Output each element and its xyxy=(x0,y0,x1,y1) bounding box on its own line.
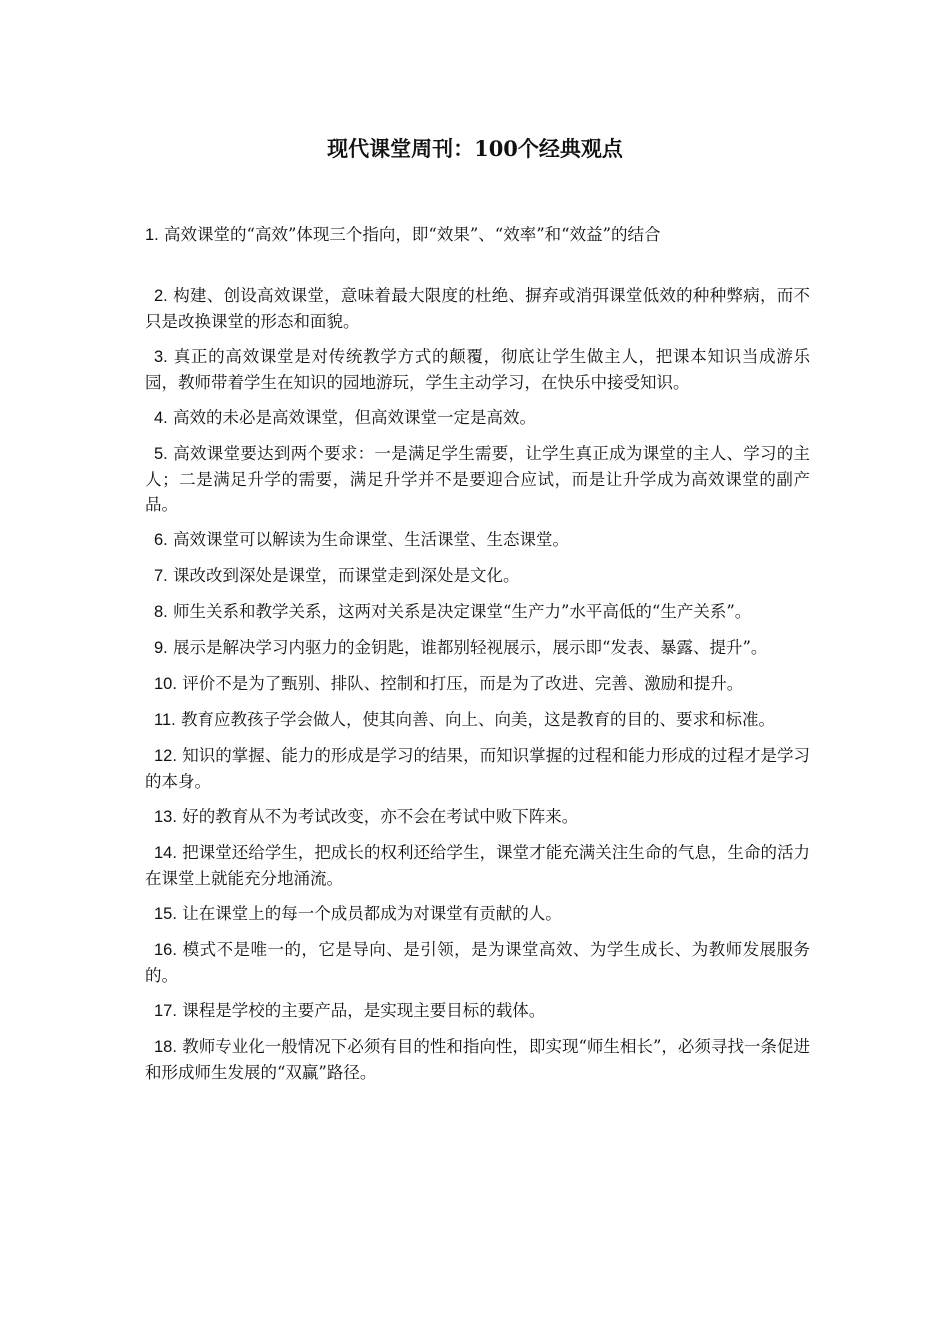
item-number: 12. xyxy=(154,747,177,765)
item-text: 把课堂还给学生，把成长的权利还给学生，课堂才能充满关注生命的气息，生命的活力在课堂上就能充分地涌流。 xyxy=(145,843,811,888)
list-item xyxy=(145,937,810,988)
item-number: 17. xyxy=(154,1002,177,1020)
item-text: 构建、创设高效课堂，意味着最大限度的杜绝、摒弃或消弭课堂低效的种种弊病，而不只是改换课堂的形态和面貌。 xyxy=(145,286,811,331)
item-number: 15. xyxy=(154,905,177,923)
list-item xyxy=(145,840,810,891)
item-number: 9. xyxy=(154,639,168,657)
item-text: 教师专业化一般情况下必须有目的性和指向性，即实现“师生相长”，必须寻找一条促进和形成师生发展的“双赢”路径。 xyxy=(145,1037,810,1082)
item-number: 14. xyxy=(154,844,177,862)
viewpoint-list xyxy=(145,222,810,1095)
item-number: 13. xyxy=(154,808,177,826)
item-text: 展示是解决学习内驱力的金钥匙，谁都别轻视展示，展示即“发表、暴露、提升”。 xyxy=(173,638,768,657)
list-item xyxy=(145,635,810,661)
list-item xyxy=(145,671,810,697)
list-item xyxy=(145,901,810,927)
item-text: 评价不是为了甄别、排队、控制和打压，而是为了改进、完善、激励和提升。 xyxy=(182,674,744,693)
item-number: 1. xyxy=(145,226,159,244)
item-number: 10. xyxy=(154,675,177,693)
list-item xyxy=(145,804,810,830)
list-item xyxy=(145,599,810,625)
list-item xyxy=(145,283,810,334)
item-text: 师生关系和教学关系，这两对关系是决定课堂“生产力”水平高低的“生产关系”。 xyxy=(173,602,752,621)
item-text: 知识的掌握、能力的形成是学习的结果，而知识掌握的过程和能力形成的过程才是学习的本身。 xyxy=(145,746,811,791)
list-item xyxy=(145,707,810,733)
item-text: 高效课堂可以解读为生命课堂、生活课堂、生态课堂。 xyxy=(173,530,570,549)
item-number: 5. xyxy=(154,445,168,463)
item-text: 高效课堂要达到两个要求：一是满足学生需要，让学生真正成为课堂的主人、学习的主人；二是满足升学的需要，满足升学并不是要迎合应试，而是让升学成为高效课堂的副产品。 xyxy=(145,444,811,514)
item-text: 好的教育从不为考试改变，亦不会在考试中败下阵来。 xyxy=(182,807,579,826)
list-item xyxy=(145,527,810,553)
list-item xyxy=(145,743,810,794)
item-number: 8. xyxy=(154,603,168,621)
item-text: 高效课堂的“高效”体现三个指向，即“效果”、“效率”和“效益”的结合 xyxy=(164,225,661,244)
item-number: 18. xyxy=(154,1038,177,1056)
list-item xyxy=(145,405,810,431)
list-item xyxy=(145,563,810,589)
item-number: 6. xyxy=(154,531,168,549)
item-text: 高效的未必是高效课堂，但高效课堂一定是高效。 xyxy=(173,408,537,427)
list-item xyxy=(145,441,810,517)
item-text: 让在课堂上的每一个成员都成为对课堂有贡献的人。 xyxy=(182,904,562,923)
item-text: 课程是学校的主要产品，是实现主要目标的载体。 xyxy=(182,1001,546,1020)
list-item xyxy=(145,1034,810,1085)
item-number: 16. xyxy=(154,941,177,959)
list-item xyxy=(145,222,810,248)
document-title: 现代课堂周刊：100个经典观点 xyxy=(327,136,623,161)
list-item xyxy=(145,344,810,395)
item-text: 教育应教孩子学会做人，使其向善、向上、向美，这是教育的目的、要求和标准。 xyxy=(180,710,775,729)
item-number: 11. xyxy=(154,711,176,729)
item-text: 真正的高效课堂是对传统教学方式的颠覆，彻底让学生做主人，把课本知识当成游乐园，教师带着学生在知识的园地游玩，学生主动学习，在快乐中接受知识。 xyxy=(145,347,811,392)
list-item xyxy=(145,998,810,1024)
item-text: 模式不是唯一的，它是导向、是引领，是为课堂高效、为学生成长、为教师发展服务的。 xyxy=(145,940,811,985)
item-number: 3. xyxy=(154,348,168,366)
item-number: 4. xyxy=(154,409,168,427)
item-number: 2. xyxy=(154,287,168,305)
item-text: 课改改到深处是课堂，而课堂走到深处是文化。 xyxy=(173,566,520,585)
item-number: 7. xyxy=(154,567,168,585)
